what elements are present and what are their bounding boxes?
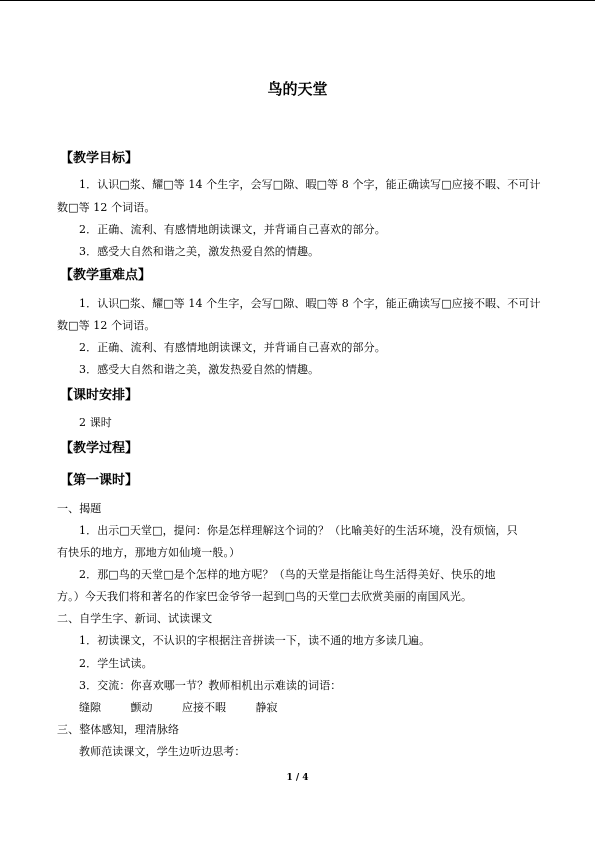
goals-item-1: 1．认识□浆、耀□等 14 个生字，会写□隙、暇□等 8 个字，能正确读写□应接不暇、不可计	[79, 178, 541, 191]
keypoints-item-2: 2．正确、流利、有感情地朗读课文，并背诵自己喜欢的部分。	[79, 341, 386, 354]
vocabulary-word: 静寂	[255, 701, 278, 714]
vocabulary-word: 缝隙	[79, 701, 101, 714]
step-1-item-1-cont: 有快乐的地方，那地方如仙境一般。）	[57, 546, 241, 559]
vocabulary-list	[79, 699, 304, 715]
keypoints-item-3: 3．感受大自然和谐之美，激发热爱自然的情趣。	[79, 363, 320, 376]
keypoints-item-1-cont: 数□等 12 个词语。	[57, 319, 156, 332]
step-3-heading: 三、整体感知，理清脉络	[57, 723, 180, 736]
schedule-text: 2 课时	[79, 416, 112, 429]
step-1-item-2: 2．那□鸟的天堂□是个怎样的地方呢？（鸟的天堂是指能让鸟生活得美好、快乐的地	[79, 568, 496, 581]
goals-item-2: 2．正确、流利、有感情地朗读课文，并背诵自己喜欢的部分。	[79, 223, 386, 236]
step-2-item-2: 2．学生试读。	[79, 657, 153, 670]
page-number: 1 / 4	[286, 773, 309, 783]
step-1-item-1: 1．出示□天堂□，提问：你是怎样理解这个词的？（比喻美好的生活环境，没有烦恼，只	[79, 524, 518, 537]
page-title: 鸟的天堂	[267, 80, 328, 98]
section-heading-process: 【教学过程】	[60, 441, 139, 456]
step-3-item-1: 教师范读课文，学生边听边思考：	[79, 745, 246, 758]
goals-item-3: 3．感受大自然和谐之美，激发热爱自然的情趣。	[79, 245, 320, 258]
section-heading-lesson1: 【第一课时】	[60, 473, 139, 488]
goals-item-1-cont: 数□等 12 个词语。	[57, 201, 156, 214]
step-2-item-1: 1．初读课文，不认识的字根据注音拼读一下，读不通的地方多读几遍。	[79, 634, 431, 647]
step-1-heading: 一、揭题	[57, 502, 102, 515]
step-2-item-3: 3．交流：你喜欢哪一节？教师相机出示难读的词语：	[79, 679, 342, 692]
step-1-item-2-cont: 方。）今天我们将和著名的作家巴金爷爷一起到□鸟的天堂□去欣赏美丽的南国风光。	[57, 590, 473, 603]
vocabulary-word: 颤动	[130, 701, 153, 714]
section-heading-schedule: 【课时安排】	[60, 388, 139, 403]
section-heading-keypoints: 【教学重难点】	[60, 268, 152, 283]
step-2-heading: 二、自学生字、新词、试读课文	[57, 612, 213, 625]
keypoints-item-1: 1．认识□浆、耀□等 14 个生字，会写□隙、暇□等 8 个字，能正确读写□应接不暇、不可计	[79, 297, 541, 310]
vocabulary-word: 应接不暇	[182, 701, 226, 714]
top-rule	[0, 0, 595, 1]
section-heading-goals: 【教学目标】	[60, 151, 139, 166]
